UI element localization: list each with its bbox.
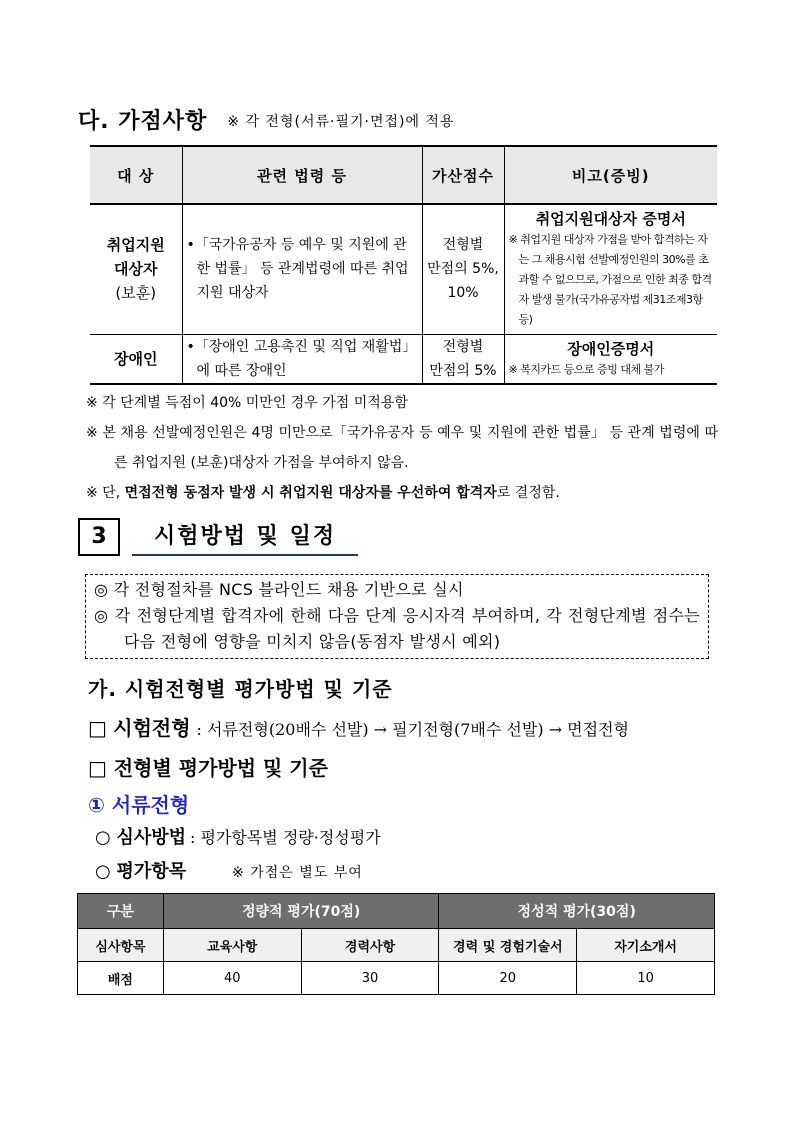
bonus-title-text: 다. 가점사항 bbox=[78, 109, 208, 134]
eval-score-value: 40 bbox=[163, 962, 301, 995]
section3-number: 3 bbox=[78, 518, 120, 556]
bonus-row-veterans bbox=[90, 204, 717, 334]
eval-header-qual: 정성적 평가(30점) bbox=[439, 894, 715, 929]
eval-header-row bbox=[78, 894, 715, 929]
eval-sub-item: 경력 및 경험기술서 bbox=[439, 929, 577, 962]
bonus-title-note: ※ 각 전형(서류·필기·면접)에 적용 bbox=[227, 114, 455, 130]
section3-title: 시험방법 및 일정 bbox=[132, 518, 358, 556]
eval-sub-item: 교육사항 bbox=[163, 929, 301, 962]
circle-bullet: ○ bbox=[95, 861, 117, 882]
eval-score-label: 배점 bbox=[78, 962, 164, 995]
exam-process-label: 시험전형 bbox=[113, 716, 191, 740]
bonus-cell-law bbox=[182, 204, 422, 334]
law-text: •「국가유공자 등 예우 및 지원에 관한 법률」 등 관계법령에 따른 취업지원 대상자 bbox=[186, 237, 409, 302]
bonus-header-target: 대 상 bbox=[90, 146, 182, 204]
bonus-notes bbox=[86, 388, 718, 508]
eval-items-note: ※ 가점은 별도 부여 bbox=[232, 865, 363, 881]
eval-score-value: 10 bbox=[577, 962, 715, 995]
review-method-line bbox=[95, 823, 381, 849]
bonus-header-score: 가산점수 bbox=[422, 146, 504, 204]
exam-process-text: : 서류전형(20배수 선발) → 필기전형(7배수 선발) → 면접전형 bbox=[196, 720, 629, 739]
target-line: 장애인 bbox=[114, 349, 158, 368]
eval-sub-item: 자기소개서 bbox=[577, 929, 715, 962]
review-method-label: 심사방법 bbox=[116, 827, 186, 848]
info-line: ◎ 각 전형단계별 합격자에 한해 다음 단계 응시자격 부여하며, 각 전형단계별 점수는 다음 전형에 영향을 미치지 않음(동점자 발생시 예외) bbox=[94, 606, 700, 651]
score-line: 전형별 bbox=[442, 237, 484, 254]
target-line: (보훈) bbox=[115, 284, 157, 303]
bonus-cell-target bbox=[90, 204, 182, 334]
bonus-cell-score bbox=[422, 204, 504, 334]
eval-header-group: 구분 bbox=[78, 894, 164, 929]
note-item: ※ 본 채용 선발예정인원은 4명 미만으로「국가유공자 등 예우 및 지원에 관한 법률」 등 관계 법령에 따른 취업지원 (보훈)대상자 가점을 부여하지 않음. bbox=[86, 425, 718, 471]
eval-items-label: 평가항목 bbox=[116, 861, 186, 882]
review-method-text: : 평가항목별 정량·정성평가 bbox=[190, 828, 381, 847]
bonus-table-header-row bbox=[90, 146, 717, 204]
note-item: ※ 각 단계별 득점이 40% 미만인 경우 가점 미적용함 bbox=[86, 395, 408, 411]
note-detail: ※ 취업지원 대상자 가점을 받아 합격하는 자는 그 채용시험 선발예정인원의 30%를 초과할 수 없으므로, 가점으로 인한 최종 합격자 발생 불가(국가유공자법 제31조제3항 등) bbox=[508, 233, 712, 327]
document-screening-title: ① 서류전형 bbox=[88, 793, 190, 817]
bonus-table bbox=[90, 145, 717, 385]
bonus-cell-note bbox=[504, 334, 717, 384]
info-line: ◎ 각 전형절차를 NCS 블라인드 채용 기반으로 실시 bbox=[94, 580, 464, 599]
eval-header-quant: 정량적 평가(70점) bbox=[163, 894, 439, 929]
note-emphasis: 면접전형 동점자 발생 시 취업지원 대상자를 우선하여 합격자 bbox=[124, 485, 497, 501]
bonus-section-title bbox=[78, 104, 454, 135]
circle-bullet: ○ bbox=[95, 827, 117, 848]
eval-subheader-row bbox=[78, 929, 715, 962]
eval-criteria-line: □ 전형별 평가방법 및 기준 bbox=[88, 756, 328, 780]
note-detail: ※ 복지카드 등으로 증빙 대체 불가 bbox=[508, 362, 664, 376]
exam-process-line bbox=[88, 712, 629, 741]
bonus-cell-score bbox=[422, 334, 504, 384]
eval-heading: 가. 시험전형별 평가방법 및 기준 bbox=[88, 677, 393, 701]
note-suffix: 로 결정함. bbox=[496, 485, 560, 501]
target-line: 취업지원 bbox=[106, 236, 165, 255]
eval-score-value: 20 bbox=[439, 962, 577, 995]
eval-table bbox=[77, 893, 715, 995]
bonus-header-note: 비고(증빙) bbox=[504, 146, 717, 204]
note-head: 장애인증명서 bbox=[567, 339, 655, 358]
bonus-row-disabled bbox=[90, 334, 717, 384]
eval-score-value: 30 bbox=[301, 962, 439, 995]
note-item bbox=[86, 478, 718, 508]
note-prefix: ※ 단, bbox=[86, 485, 125, 501]
eval-items-line bbox=[95, 857, 363, 883]
eval-sub-item: 경력사항 bbox=[301, 929, 439, 962]
bonus-cell-target bbox=[90, 334, 182, 384]
checkbox-bullet: □ bbox=[88, 716, 114, 740]
info-box bbox=[85, 574, 709, 659]
note-head: 취업지원대상자 증명서 bbox=[535, 210, 686, 229]
bonus-header-law: 관련 법령 등 bbox=[182, 146, 422, 204]
score-line: 10% bbox=[447, 285, 479, 302]
bonus-cell-note bbox=[504, 204, 717, 334]
eval-score-row bbox=[78, 962, 715, 995]
score-line: 전형별 bbox=[442, 338, 484, 355]
eval-sub-label: 심사항목 bbox=[78, 929, 164, 962]
score-line: 만점의 5% bbox=[429, 362, 497, 379]
target-line: 대상자 bbox=[114, 260, 158, 279]
score-line: 만점의 5%, bbox=[427, 261, 499, 278]
law-text: •「장애인 고용촉진 및 직업 재활법」에 따른 장애인 bbox=[186, 338, 417, 379]
bonus-cell-law bbox=[182, 334, 422, 384]
